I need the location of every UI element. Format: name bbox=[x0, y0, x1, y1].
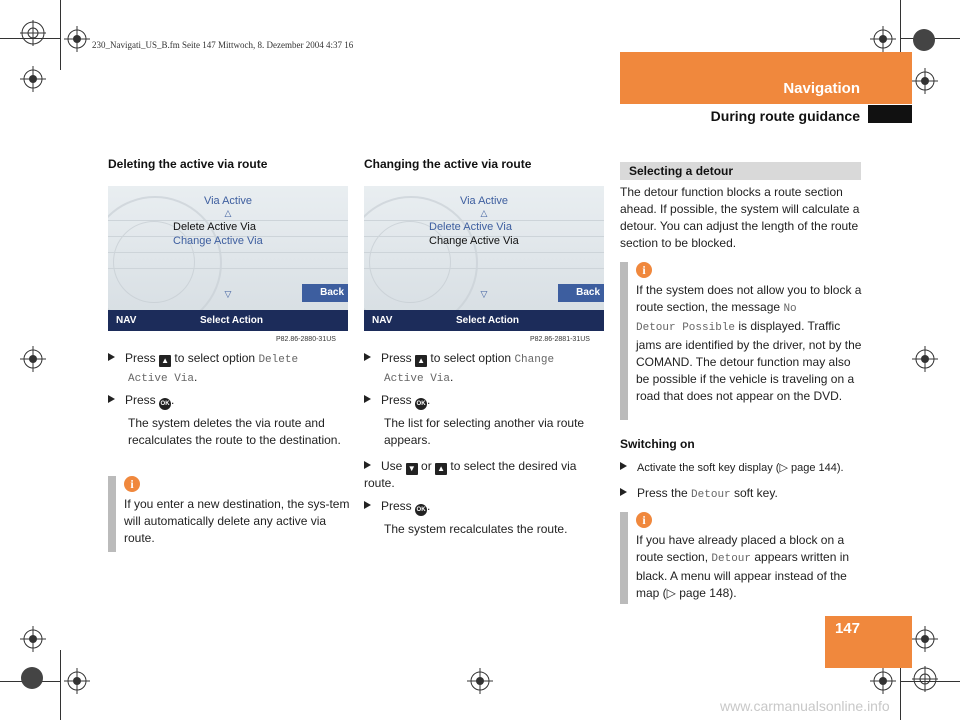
up-arrow-key-icon: ▲ bbox=[435, 463, 447, 475]
registration-mark-icon bbox=[64, 668, 90, 694]
col2-heading: Changing the active via route bbox=[364, 157, 532, 171]
page-subtitle: During route guidance bbox=[710, 108, 860, 124]
info-icon: i bbox=[636, 262, 652, 278]
ok-button-icon: OK bbox=[159, 398, 171, 410]
up-arrow-key-icon: ▲ bbox=[159, 355, 171, 367]
menu-item-change-active-via[interactable]: Change Active Via bbox=[173, 235, 263, 247]
info-icon: i bbox=[124, 476, 140, 492]
registration-mark-icon bbox=[870, 26, 896, 52]
ok-button-icon: OK bbox=[415, 398, 427, 410]
bullet-arrow-icon bbox=[364, 501, 371, 509]
registration-mark-icon bbox=[912, 666, 938, 692]
registration-mark-icon bbox=[20, 66, 46, 92]
screen-status-bar bbox=[108, 310, 348, 331]
col3-step2: Press the Detour soft key. bbox=[620, 485, 862, 504]
col2-step4: Press OK . bbox=[364, 498, 604, 516]
col1-info-box bbox=[108, 476, 352, 552]
ok-button-icon: OK bbox=[415, 504, 427, 516]
menu-item-delete-active-via[interactable]: Delete Active Via bbox=[429, 221, 512, 233]
registration-mark-icon bbox=[64, 26, 90, 52]
screen-change-via bbox=[364, 186, 604, 331]
col1-info-text: If you enter a new destination, the sys-tem will automatically delete any active via route. bbox=[124, 497, 350, 545]
registration-mark-icon bbox=[20, 666, 44, 690]
figure-id: P82.86-2880-31US bbox=[276, 336, 336, 343]
registration-mark-icon bbox=[912, 68, 938, 94]
screen-status-bar bbox=[364, 310, 604, 331]
back-softkey[interactable]: Back bbox=[558, 284, 604, 302]
registration-mark-icon bbox=[20, 626, 46, 652]
screen-delete-via bbox=[108, 186, 348, 331]
bullet-arrow-icon bbox=[108, 353, 115, 361]
back-softkey[interactable]: Back bbox=[302, 284, 348, 302]
col1-heading: Deleting the active via route bbox=[108, 157, 268, 171]
col3-intro: The detour function blocks a route section ahead. If possible, the system will calculate a detour. You can adjust the length of the route section to be blocked. bbox=[620, 185, 860, 250]
scroll-down-icon: ▽ bbox=[224, 289, 232, 299]
registration-mark-icon bbox=[467, 668, 493, 694]
col2-step2-result: The list for selecting another via route appears. bbox=[384, 416, 585, 447]
screen-title: Via Active bbox=[459, 195, 509, 207]
down-arrow-key-icon: ▼ bbox=[406, 463, 418, 475]
switching-on-heading: Switching on bbox=[620, 437, 695, 451]
print-header: 230_Navigati_US_B.fm Seite 147 Mittwoch, 8. Dezember 2004 4:37 16 bbox=[92, 40, 354, 50]
col1-result: The system deletes the via route and recalculates the route to the destination. bbox=[128, 416, 341, 447]
bullet-arrow-icon bbox=[364, 353, 371, 361]
screen-title: Via Active bbox=[203, 195, 253, 207]
bar-action-label: Select Action bbox=[456, 315, 519, 326]
registration-mark-icon bbox=[20, 346, 46, 372]
registration-mark-icon bbox=[20, 20, 46, 46]
col3-step1: Activate the soft key display (▷ page 144). bbox=[620, 460, 870, 477]
bullet-arrow-icon bbox=[108, 395, 115, 403]
registration-mark-icon bbox=[912, 28, 936, 52]
registration-mark-icon bbox=[870, 668, 896, 694]
up-arrow-key-icon: ▲ bbox=[415, 355, 427, 367]
scroll-down-icon: ▽ bbox=[480, 289, 488, 299]
col2-step2: Press OK . bbox=[364, 392, 604, 410]
watermark: www.carmanualsonline.info bbox=[720, 698, 890, 714]
col2-step1: Press ▲ to select option Change Active Via. bbox=[364, 350, 604, 388]
scroll-up-icon: △ bbox=[480, 208, 488, 218]
col2-step4-result: The system recalculates the route. bbox=[384, 522, 568, 536]
bullet-arrow-icon bbox=[620, 488, 627, 496]
registration-mark-icon bbox=[912, 626, 938, 652]
registration-mark-icon bbox=[912, 346, 938, 372]
bullet-arrow-icon bbox=[364, 395, 371, 403]
bar-nav-label: NAV bbox=[372, 315, 393, 326]
bullet-arrow-icon bbox=[364, 461, 371, 469]
col2-step3: Use ▼ or ▲ to select the desired via route. bbox=[364, 459, 577, 490]
menu-item-delete-active-via[interactable]: Delete Active Via bbox=[173, 221, 256, 233]
col1-step1: Press ▲ to select option Delete Active Via. bbox=[108, 350, 348, 388]
col1-step2: Press OK . bbox=[108, 392, 348, 410]
info-icon: i bbox=[636, 512, 652, 528]
header-band bbox=[620, 52, 912, 104]
section-header: Selecting a detour bbox=[620, 162, 861, 180]
bar-action-label: Select Action bbox=[200, 315, 263, 326]
bullet-arrow-icon bbox=[620, 462, 627, 470]
page-title: Navigation bbox=[783, 80, 860, 97]
page-number: 147 bbox=[834, 620, 860, 637]
figure-id: P82.86-2881-31US bbox=[530, 336, 590, 343]
header-tab bbox=[868, 105, 912, 123]
menu-item-change-active-via[interactable]: Change Active Via bbox=[429, 235, 519, 247]
bar-nav-label: NAV bbox=[116, 315, 137, 326]
scroll-up-icon: △ bbox=[224, 208, 232, 218]
col3-info-box-1: i If the system does not allow you to block a route section, the message No Detour Possible is displayed. Traffic jams are identified by the driver, not by the COMAND. The detour function may also be possible if the vehicle is traveling on a road that does not appear on the DVD. bbox=[620, 262, 864, 420]
col3-info-box-2: i If you have already placed a block on a route section, Detour appears written in black. A menu will appear instead of the map (▷ page 148). bbox=[620, 512, 864, 604]
